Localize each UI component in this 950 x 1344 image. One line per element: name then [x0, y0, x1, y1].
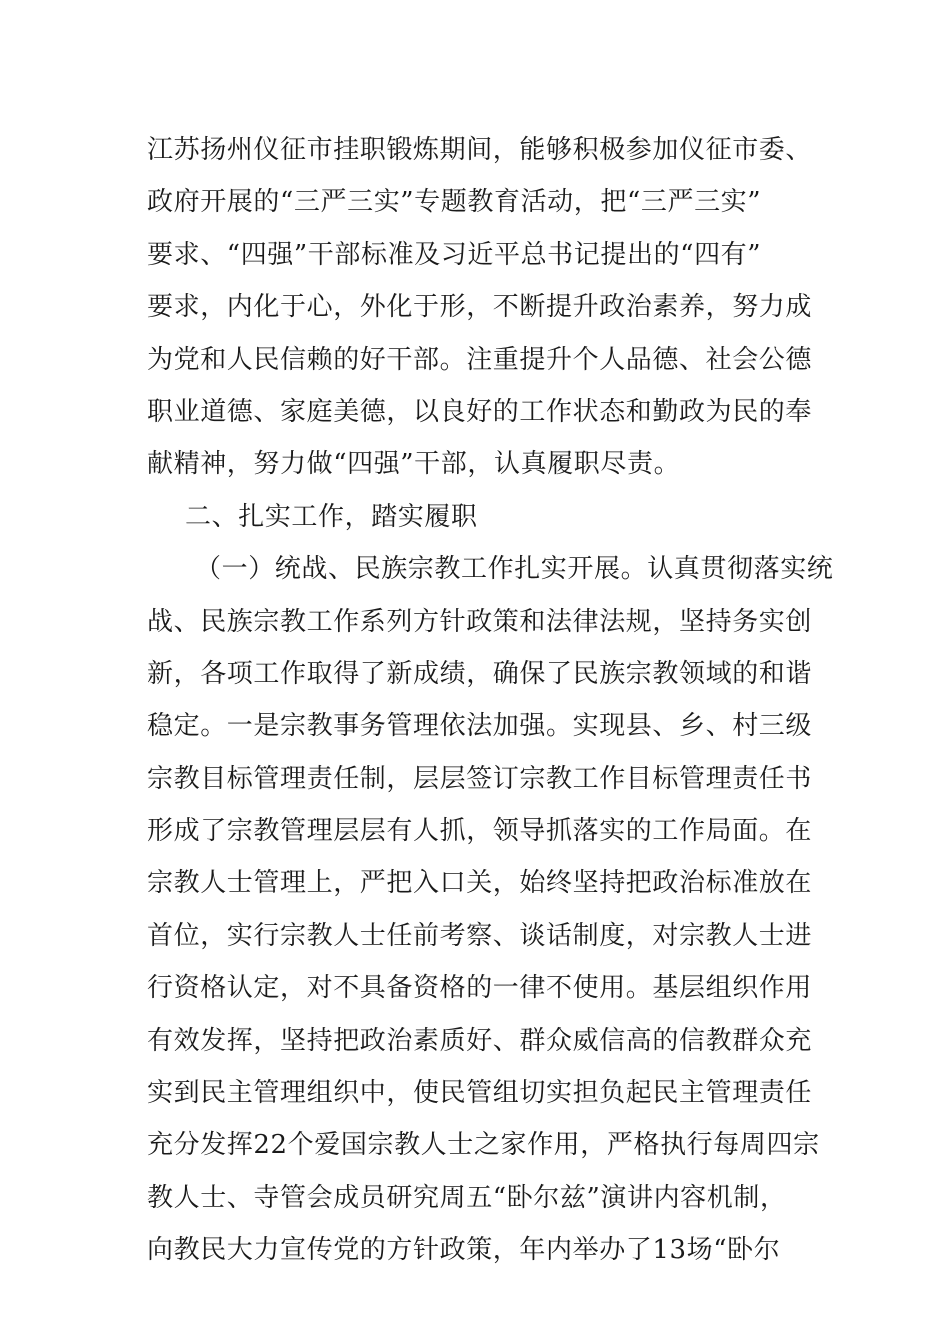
paragraph-line: 有效发挥，坚持把政治素质好、群众威信高的信教群众充 — [147, 1025, 813, 1056]
section-heading: 二、扎实工作，踏实履职 — [185, 501, 478, 532]
paragraph-line: 向教民大力宣传党的方针政策，年内举办了13场“卧尔 — [147, 1235, 781, 1266]
subsection-heading-line: （一）统战、民族宗教工作扎实开展。认真贯彻落实统 — [195, 554, 834, 585]
document-body — [147, 124, 834, 1277]
paragraph-line: 政府开展的“三严三实”专题教育活动，把“三严三实” — [147, 187, 762, 218]
paragraph-line: 新，各项工作取得了新成绩，确保了民族宗教领域的和谐 — [147, 658, 813, 689]
paragraph-line: 首位，实行宗教人士任前考察、谈话制度，对宗教人士进 — [147, 920, 813, 951]
paragraph-line: 战、民族宗教工作系列方针政策和法律法规，坚持务实创 — [147, 606, 813, 637]
paragraph-line: 充分发挥22个爱国宗教人士之家作用，严格执行每周四宗 — [147, 1130, 820, 1161]
paragraph-line: 形成了宗教管理层层有人抓，领导抓落实的工作局面。在 — [147, 816, 813, 847]
paragraph-line: 稳定。一是宗教事务管理依法加强。实现县、乡、村三级 — [147, 711, 813, 742]
paragraph-line: 献精神，努力做“四强”干部，认真履职尽责。 — [147, 449, 681, 480]
paragraph-line: 职业道德、家庭美德，以良好的工作状态和勤政为民的奉 — [147, 396, 813, 427]
paragraph-line: 行资格认定，对不具备资格的一律不使用。基层组织作用 — [147, 973, 813, 1004]
paragraph-line: 宗教人士管理上，严把入口关，始终坚持把政治标准放在 — [147, 868, 813, 899]
paragraph-line: 为党和人民信赖的好干部。注重提升个人品德、社会公德 — [147, 344, 813, 375]
paragraph-line: 要求，内化于心，外化于形，不断提升政治素养，努力成 — [147, 292, 813, 323]
paragraph-line: 江苏扬州仪征市挂职锻炼期间，能够积极参加仪征市委、 — [147, 135, 813, 165]
paragraph-line: 要求、“四强”干部标准及习近平总书记提出的“四有” — [147, 239, 762, 270]
paragraph-line: 教人士、寺管会成员研究周五“卧尔兹”演讲内容机制， — [147, 1182, 787, 1213]
paragraph-line: 宗教目标管理责任制，层层签订宗教工作目标管理责任书 — [147, 763, 813, 794]
paragraph-line: 实到民主管理组织中，使民管组切实担负起民主管理责任 — [147, 1078, 813, 1109]
